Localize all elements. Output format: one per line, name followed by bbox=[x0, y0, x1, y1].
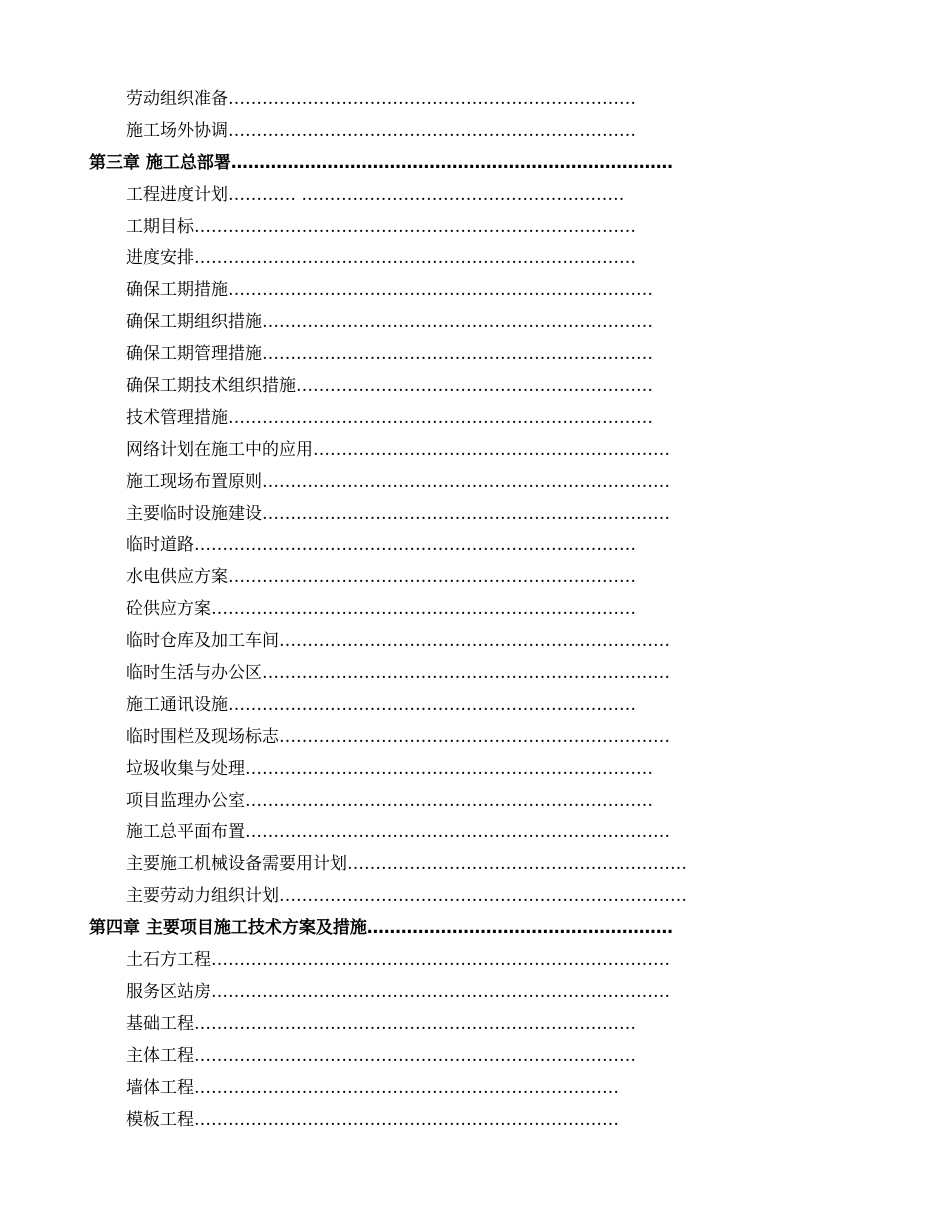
toc-chapter-heading[interactable] bbox=[0, 913, 950, 945]
toc-entry-text: 施工总平面布置………………………………………………………………… bbox=[126, 822, 670, 843]
toc-entry[interactable] bbox=[0, 243, 950, 275]
toc-entry-text: 临时围栏及现场标志…………………………………………………………… bbox=[126, 726, 670, 747]
toc-entry[interactable] bbox=[0, 116, 950, 148]
toc-entry[interactable] bbox=[0, 722, 950, 754]
toc-entry-text: 主体工程…………………………………………………………………… bbox=[126, 1045, 636, 1066]
toc-entry-text: 进度安排…………………………………………………………………… bbox=[126, 248, 636, 269]
toc-entry[interactable] bbox=[0, 881, 950, 913]
toc-entry-text: 垃圾收集与处理……………………………………………………………… bbox=[126, 758, 653, 779]
toc-entry[interactable] bbox=[0, 945, 950, 977]
table-of-contents bbox=[0, 84, 950, 1136]
toc-entry[interactable] bbox=[0, 658, 950, 690]
toc-entry[interactable] bbox=[0, 690, 950, 722]
toc-entry-text: 基础工程…………………………………………………………………… bbox=[126, 1013, 636, 1034]
toc-chapter-heading[interactable] bbox=[0, 148, 950, 180]
toc-entry[interactable] bbox=[0, 467, 950, 499]
toc-entry[interactable] bbox=[0, 562, 950, 594]
toc-entry[interactable] bbox=[0, 786, 950, 818]
toc-entry[interactable] bbox=[0, 403, 950, 435]
toc-entry-text: 施工通讯设施……………………………………………………………… bbox=[126, 694, 636, 715]
toc-chapter-text: 第三章 施工总部署…………………………………………………………………… bbox=[89, 152, 673, 173]
toc-entry-text: 工期目标…………………………………………………………………… bbox=[126, 216, 636, 237]
toc-entry-text: 临时道路…………………………………………………………………… bbox=[126, 535, 636, 556]
toc-entry[interactable] bbox=[0, 754, 950, 786]
toc-entry-text: 砼供应方案………………………………………………………………… bbox=[126, 599, 636, 620]
toc-entry[interactable] bbox=[0, 849, 950, 881]
toc-entry-text: 确保工期措施………………………………………………………………… bbox=[126, 280, 653, 301]
toc-entry-text: 网络计划在施工中的应用……………………………………………………… bbox=[126, 439, 670, 460]
toc-entry[interactable] bbox=[0, 212, 950, 244]
toc-chapter-text: 第四章 主要项目施工技术方案及措施……………………………………………… bbox=[89, 918, 673, 939]
toc-entry-text: 施工场外协调……………………………………………………………… bbox=[126, 120, 636, 141]
toc-entry[interactable] bbox=[0, 435, 950, 467]
toc-entry-text: 服务区站房……………………………………………………………………… bbox=[126, 981, 670, 1002]
toc-entry-text: 确保工期技术组织措施……………………………………………………… bbox=[126, 376, 653, 397]
toc-entry-text: 施工现场布置原则……………………………………………………………… bbox=[126, 471, 670, 492]
toc-entry-text: 主要施工机械设备需要用计划…………………………………………………… bbox=[126, 854, 687, 875]
toc-entry[interactable] bbox=[0, 626, 950, 658]
toc-entry[interactable] bbox=[0, 275, 950, 307]
toc-entry-text: 水电供应方案……………………………………………………………… bbox=[126, 567, 636, 588]
toc-entry[interactable] bbox=[0, 84, 950, 116]
toc-entry[interactable] bbox=[0, 1009, 950, 1041]
toc-entry-text: 确保工期组织措施…………………………………………………………… bbox=[126, 312, 653, 333]
toc-entry-text: 工程进度计划………… ………………………………………………… bbox=[126, 184, 625, 205]
toc-entry[interactable] bbox=[0, 499, 950, 531]
toc-entry-text: 技术管理措施………………………………………………………………… bbox=[126, 407, 653, 428]
toc-entry[interactable] bbox=[0, 977, 950, 1009]
toc-entry-text: 劳动组织准备……………………………………………………………… bbox=[126, 89, 636, 109]
toc-entry[interactable] bbox=[0, 339, 950, 371]
toc-entry[interactable] bbox=[0, 817, 950, 849]
toc-entry[interactable] bbox=[0, 1105, 950, 1137]
toc-entry-text: 墙体工程………………………………………………………………… bbox=[126, 1077, 619, 1098]
toc-entry[interactable] bbox=[0, 594, 950, 626]
toc-entry[interactable] bbox=[0, 307, 950, 339]
toc-entry-text: 土石方工程……………………………………………………………………… bbox=[126, 950, 670, 971]
toc-entry[interactable] bbox=[0, 1041, 950, 1073]
toc-entry-text: 主要劳动力组织计划……………………………………………………………… bbox=[126, 886, 687, 907]
toc-entry[interactable] bbox=[0, 1073, 950, 1105]
toc-entry[interactable] bbox=[0, 530, 950, 562]
toc-entry-text: 临时仓库及加工车间…………………………………………………………… bbox=[126, 631, 670, 652]
toc-entry[interactable] bbox=[0, 371, 950, 403]
toc-entry[interactable] bbox=[0, 180, 950, 212]
toc-entry-text: 主要临时设施建设……………………………………………………………… bbox=[126, 503, 670, 524]
toc-entry-text: 模板工程………………………………………………………………… bbox=[126, 1109, 619, 1130]
toc-entry-text: 临时生活与办公区……………………………………………………………… bbox=[126, 663, 670, 684]
toc-entry-text: 确保工期管理措施…………………………………………………………… bbox=[126, 344, 653, 365]
toc-entry-text: 项目监理办公室……………………………………………………………… bbox=[126, 790, 653, 811]
